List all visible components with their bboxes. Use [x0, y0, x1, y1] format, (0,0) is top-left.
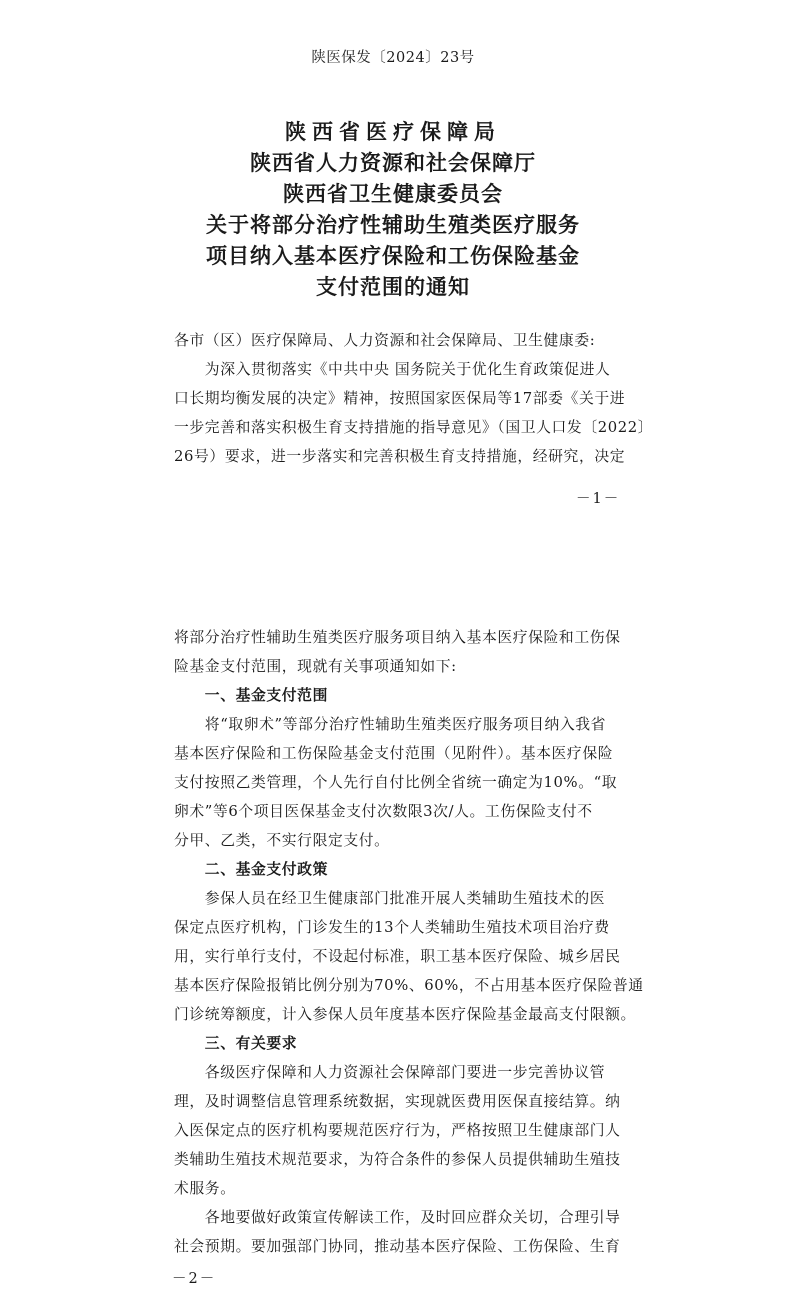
- document-number: 陕医保发〔2024〕23号: [311, 50, 475, 66]
- body-line: 用，实行单行支付，不设起付标准，职工基本医疗保险、城乡居民: [174, 948, 621, 965]
- notice-title-line-3: 支付范围的通知: [316, 274, 470, 299]
- section-heading-2: 二、基金支付政策: [174, 861, 328, 878]
- body-line: 险基金支付范围，现就有关事项通知如下:: [174, 658, 457, 675]
- issuer-title-3: 陕西省卫生健康委员会: [283, 181, 503, 206]
- page-number-2: －2－: [172, 1271, 217, 1287]
- page-number-1: －1－: [576, 491, 621, 507]
- body-line: 26号）要求，进一步落实和完善积极生育支持措施，经研究，决定: [174, 448, 626, 465]
- body-line: 类辅助生殖技术规范要求，为符合条件的参保人员提供辅助生殖技: [174, 1151, 621, 1168]
- body-line: 各级医疗保障和人力资源社会保障部门要进一步完善协议管: [174, 1064, 606, 1081]
- body-line: 术服务。: [174, 1180, 236, 1197]
- body-line: 理，及时调整信息管理系统数据，实现就医费用医保直接结算。纳: [174, 1093, 621, 1110]
- body-line: 将部分治疗性辅助生殖类医疗服务项目纳入基本医疗保险和工伤保: [174, 629, 621, 646]
- body-line: 保定点医疗机构，门诊发生的13个人类辅助生殖技术项目治疗费: [174, 919, 610, 936]
- section-heading-3: 三、有关要求: [174, 1035, 298, 1052]
- notice-title-line-2: 项目纳入基本医疗保险和工伤保险基金: [206, 243, 580, 268]
- section-heading-1: 一、基金支付范围: [174, 687, 328, 704]
- body-line: 口长期均衡发展的决定》精神，按照国家医保局等17部委《关于进: [174, 390, 626, 407]
- body-line: 门诊统筹额度，计入参保人员年度基本医疗保险基金最高支付限额。: [174, 1006, 636, 1023]
- body-line: 基本医疗保险报销比例分别为70%、60%，不占用基本医疗保险普通: [174, 977, 644, 994]
- body-line: 社会预期。要加强部门协同，推动基本医疗保险、工伤保险、生育: [174, 1238, 621, 1255]
- issuer-title-1: 陕西省医疗保障局: [285, 119, 501, 144]
- body-line: 各地要做好政策宣传解读工作，及时回应群众关切，合理引导: [174, 1209, 621, 1226]
- issuer-title-2: 陕西省人力资源和社会保障厅: [250, 150, 536, 175]
- recipients-line: 各市（区）医疗保障局、人力资源和社会保障局、卫生健康委:: [174, 332, 596, 349]
- notice-title-line-1: 关于将部分治疗性辅助生殖类医疗服务: [206, 212, 580, 237]
- body-line: 卵术”等6个项目医保基金支付次数限3次/人。工伤保险支付不: [174, 803, 593, 820]
- body-line: 将“取卵术”等部分治疗性辅助生殖类医疗服务项目纳入我省: [174, 716, 607, 733]
- body-line: 基本医疗保险和工伤保险基金支付范围（见附件）。基本医疗保险: [174, 745, 614, 762]
- body-line: 分甲、乙类，不实行限定支付。: [174, 832, 390, 849]
- body-line: 一步完善和落实积极生育支持措施的指导意见》（国卫人口发〔2022〕: [174, 419, 654, 436]
- body-line: 参保人员在经卫生健康部门批准开展人类辅助生殖技术的医: [174, 890, 606, 907]
- body-line: 为深入贯彻落实《中共中央 国务院关于优化生育政策促进人: [174, 361, 611, 378]
- body-line: 入医保定点的医疗机构要规范医疗行为，严格按照卫生健康部门人: [174, 1122, 621, 1139]
- body-line: 支付按照乙类管理，个人先行自付比例全省统一确定为10%。“取: [174, 774, 618, 791]
